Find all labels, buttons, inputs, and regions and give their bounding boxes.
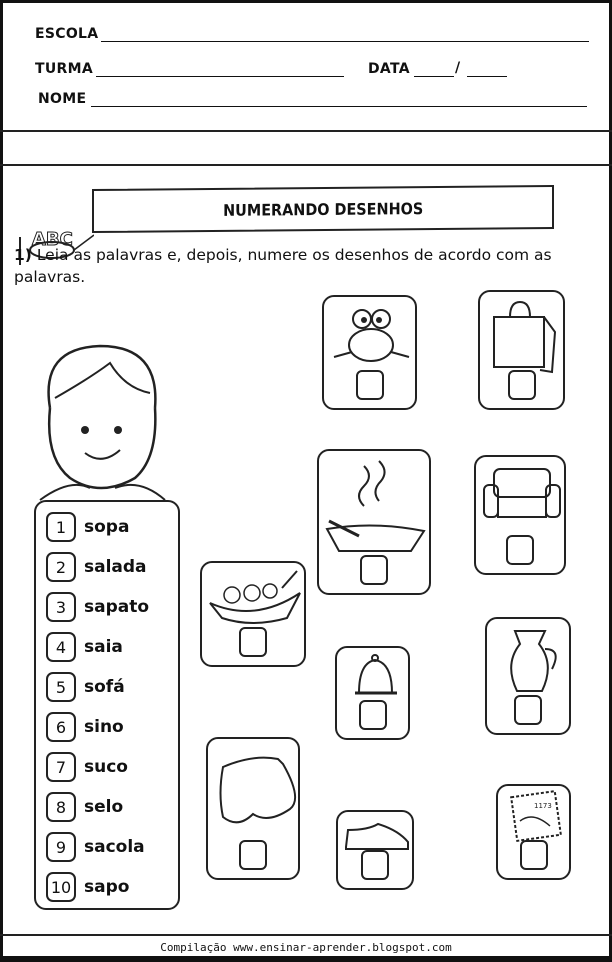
word: suco <box>84 757 128 777</box>
skirt-icon <box>208 739 302 839</box>
sofa-icon <box>476 457 568 532</box>
word: sofá <box>84 677 125 697</box>
class-label: TURMA <box>35 61 93 77</box>
answer-box[interactable] <box>239 840 267 870</box>
title-banner <box>92 185 554 233</box>
list-item <box>46 752 128 782</box>
date-month-field[interactable] <box>467 76 507 77</box>
list-item <box>46 512 129 542</box>
instruction <box>14 244 574 288</box>
word-list <box>34 500 180 910</box>
name-field[interactable] <box>91 106 587 107</box>
picture-card-frog <box>322 295 417 410</box>
instruction-text: Leia as palavras e, depois, numere os desenhos de acordo com as palavras. <box>14 246 552 286</box>
answer-box[interactable] <box>239 627 267 657</box>
picture-card-bell <box>335 646 410 740</box>
list-item <box>46 872 129 902</box>
list-item <box>46 792 123 822</box>
picture-card-salad <box>200 561 306 667</box>
picture-card-stamp <box>496 784 571 880</box>
answer-box[interactable] <box>360 555 388 585</box>
picture-card-skirt <box>206 737 300 880</box>
answer-box[interactable] <box>514 695 542 725</box>
word-number: 3 <box>46 592 76 622</box>
picture-card-jug <box>485 617 571 735</box>
answer-box[interactable] <box>361 850 389 880</box>
footer-credit: Compilação www.ensinar-aprender.blogspot.com <box>160 941 452 954</box>
jug-icon <box>487 619 573 699</box>
list-item <box>46 592 149 622</box>
stamp-number: 1173 <box>534 802 552 810</box>
stamp-icon <box>498 786 573 846</box>
class-field[interactable] <box>96 76 344 77</box>
bell-icon <box>337 648 412 708</box>
list-item <box>46 632 123 662</box>
picture-card-soup <box>317 449 431 595</box>
picture-card-shoe <box>336 810 414 890</box>
school-field[interactable] <box>101 41 589 42</box>
list-item <box>46 552 147 582</box>
word: sino <box>84 717 124 737</box>
word-number: 1 <box>46 512 76 542</box>
divider <box>0 130 612 132</box>
picture-card-bag <box>478 290 565 410</box>
word-number: 8 <box>46 792 76 822</box>
word-number: 6 <box>46 712 76 742</box>
answer-box[interactable] <box>506 535 534 565</box>
answer-box[interactable] <box>508 370 536 400</box>
word-number: 9 <box>46 832 76 862</box>
word-number: 7 <box>46 752 76 782</box>
salad-icon <box>202 563 308 628</box>
boy-illustration <box>30 338 175 506</box>
list-item <box>46 672 125 702</box>
list-item <box>46 712 124 742</box>
divider <box>0 164 612 166</box>
answer-box[interactable] <box>520 840 548 870</box>
word: sacola <box>84 837 145 857</box>
frog-icon <box>324 297 419 372</box>
word: saia <box>84 637 123 657</box>
school-label: ESCOLA <box>35 26 99 42</box>
page-title: NUMERANDO DESENHOS <box>222 198 424 220</box>
word-number: 2 <box>46 552 76 582</box>
word-number: 5 <box>46 672 76 702</box>
instruction-number: 1) <box>14 246 32 264</box>
answer-box[interactable] <box>356 370 384 400</box>
word-number: 4 <box>46 632 76 662</box>
word: sopa <box>84 517 130 537</box>
answer-box[interactable] <box>359 700 387 730</box>
footer-divider <box>0 934 612 936</box>
svg-text:ABC: ABC <box>32 229 73 250</box>
word: salada <box>84 557 147 577</box>
soup-pan-icon <box>319 451 433 556</box>
word: sapo <box>84 877 130 897</box>
picture-card-sofa <box>474 455 566 575</box>
name-label: NOME <box>38 91 87 107</box>
word-number: 10 <box>46 872 76 902</box>
bag-icon <box>480 292 567 377</box>
date-day-field[interactable] <box>414 76 454 77</box>
date-separator: / <box>455 60 461 76</box>
word: sapato <box>84 597 150 617</box>
list-item <box>46 832 145 862</box>
date-label: DATA <box>368 61 410 77</box>
word: selo <box>84 797 124 817</box>
